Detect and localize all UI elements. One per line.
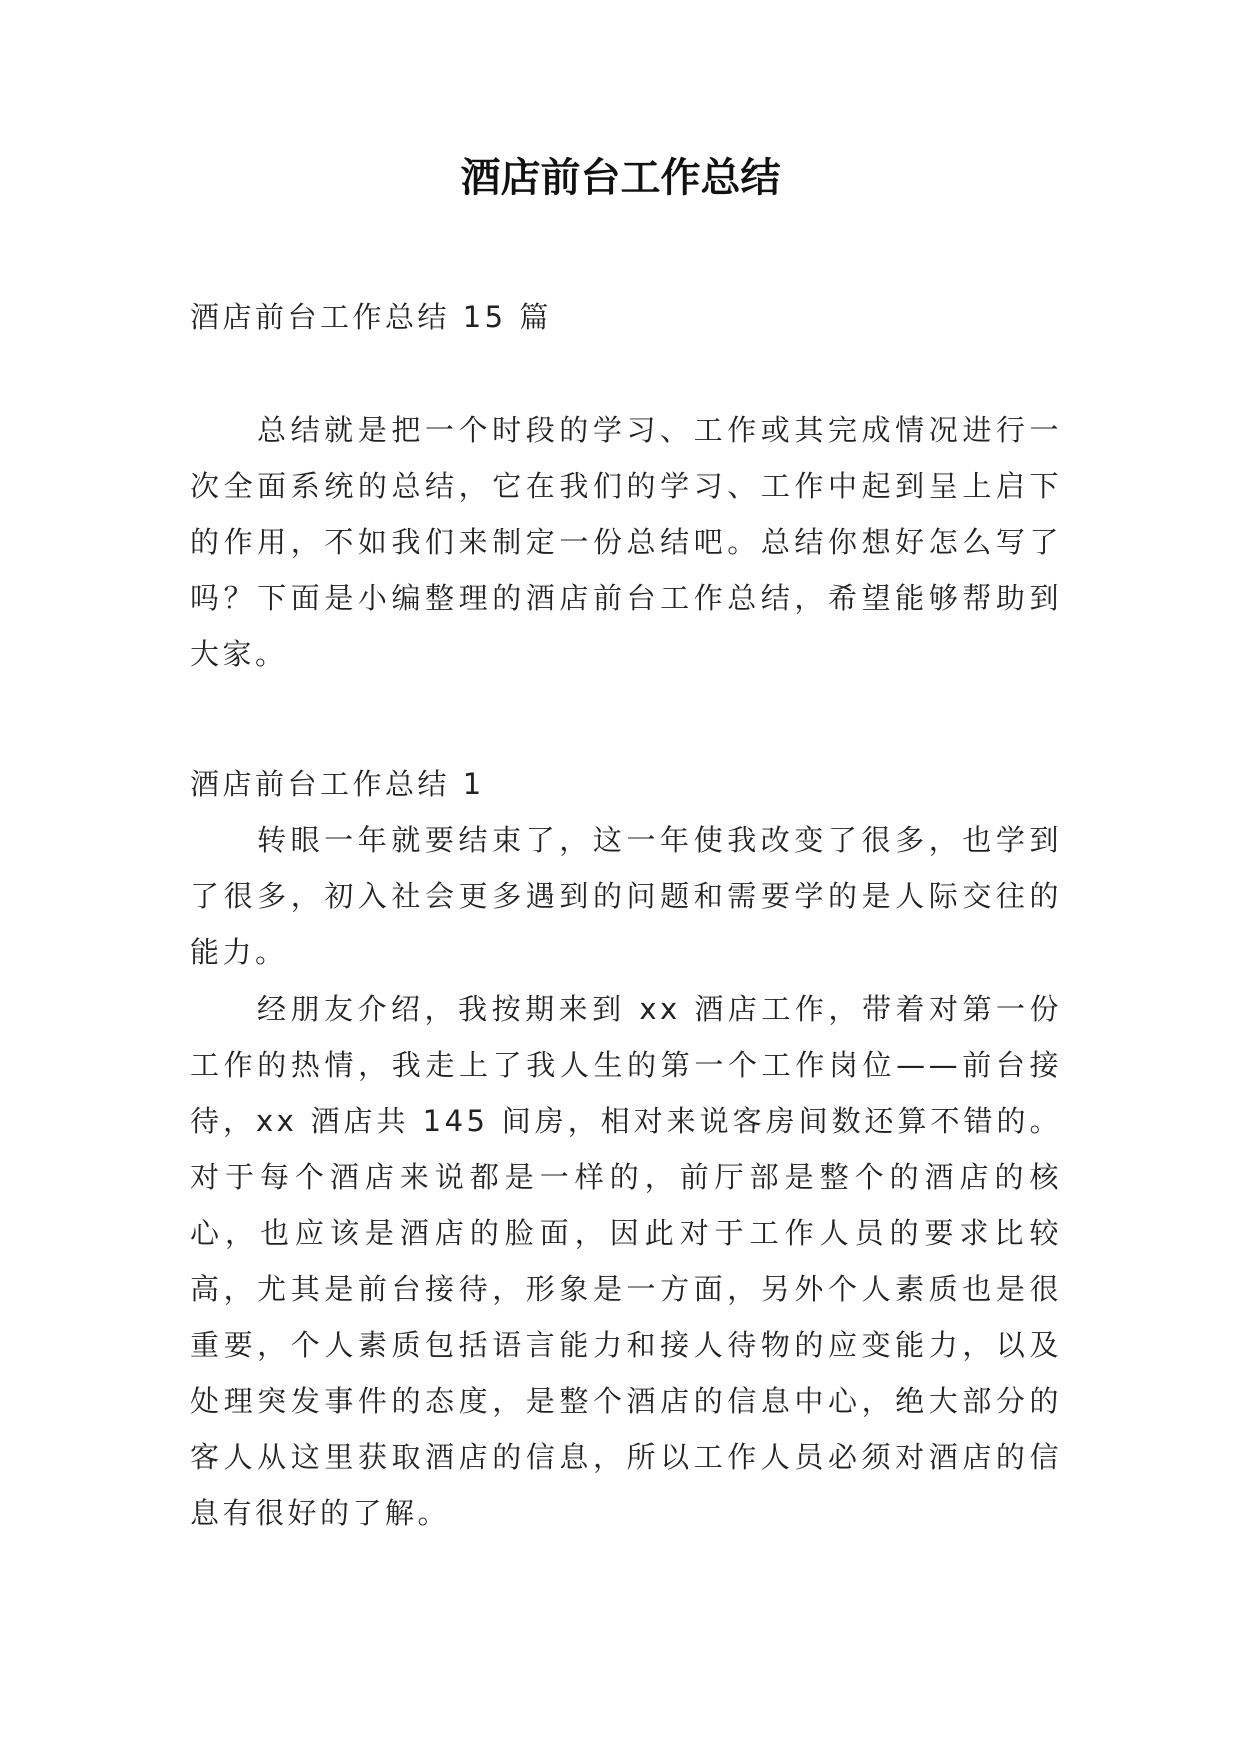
body-paragraph: 经朋友介绍，我按期来到 xx 酒店工作，带着对第一份工作的热情，我走上了我人生的第一个工作岗位——前台接待，xx 酒店共 145 间房，相对来说客房间数还算不错的。对于每个酒店来说都是一样的，前厅部是整个的酒店的核心，也应该是酒店的脸面，因此对于工作人员的要求比较高，尤其是前台接待，形象是一方面，另外个人素质也是很重要，个人素质包括语言能力和接人待物的应变能力，以及处理突发事件的态度，是整个酒店的信息中心，绝大部分的客人从这里获取酒店的信息，所以工作人员必须对酒店的信息有很好的了解。 xyxy=(190,992,1062,1530)
body-paragraph: 转眼一年就要结束了，这一年使我改变了很多，也学到了很多，初入社会更多遇到的问题和需要学的是人际交往的能力。 xyxy=(190,823,1062,969)
section-heading: 酒店前台工作总结 1 xyxy=(190,767,485,801)
intro-paragraph: 总结就是把一个时段的学习、工作或其完成情况进行一次全面系统的总结，它在我们的学习、工作中起到呈上启下的作用，不如我们来制定一份总结吧。总结你想好怎么写了吗？下面是小编整理的酒店前台工作总结，希望能够帮助到大家。 xyxy=(190,413,1062,671)
document-subtitle: 酒店前台工作总结 15 篇 xyxy=(190,300,552,334)
document-title: 酒店前台工作总结 xyxy=(460,154,781,201)
